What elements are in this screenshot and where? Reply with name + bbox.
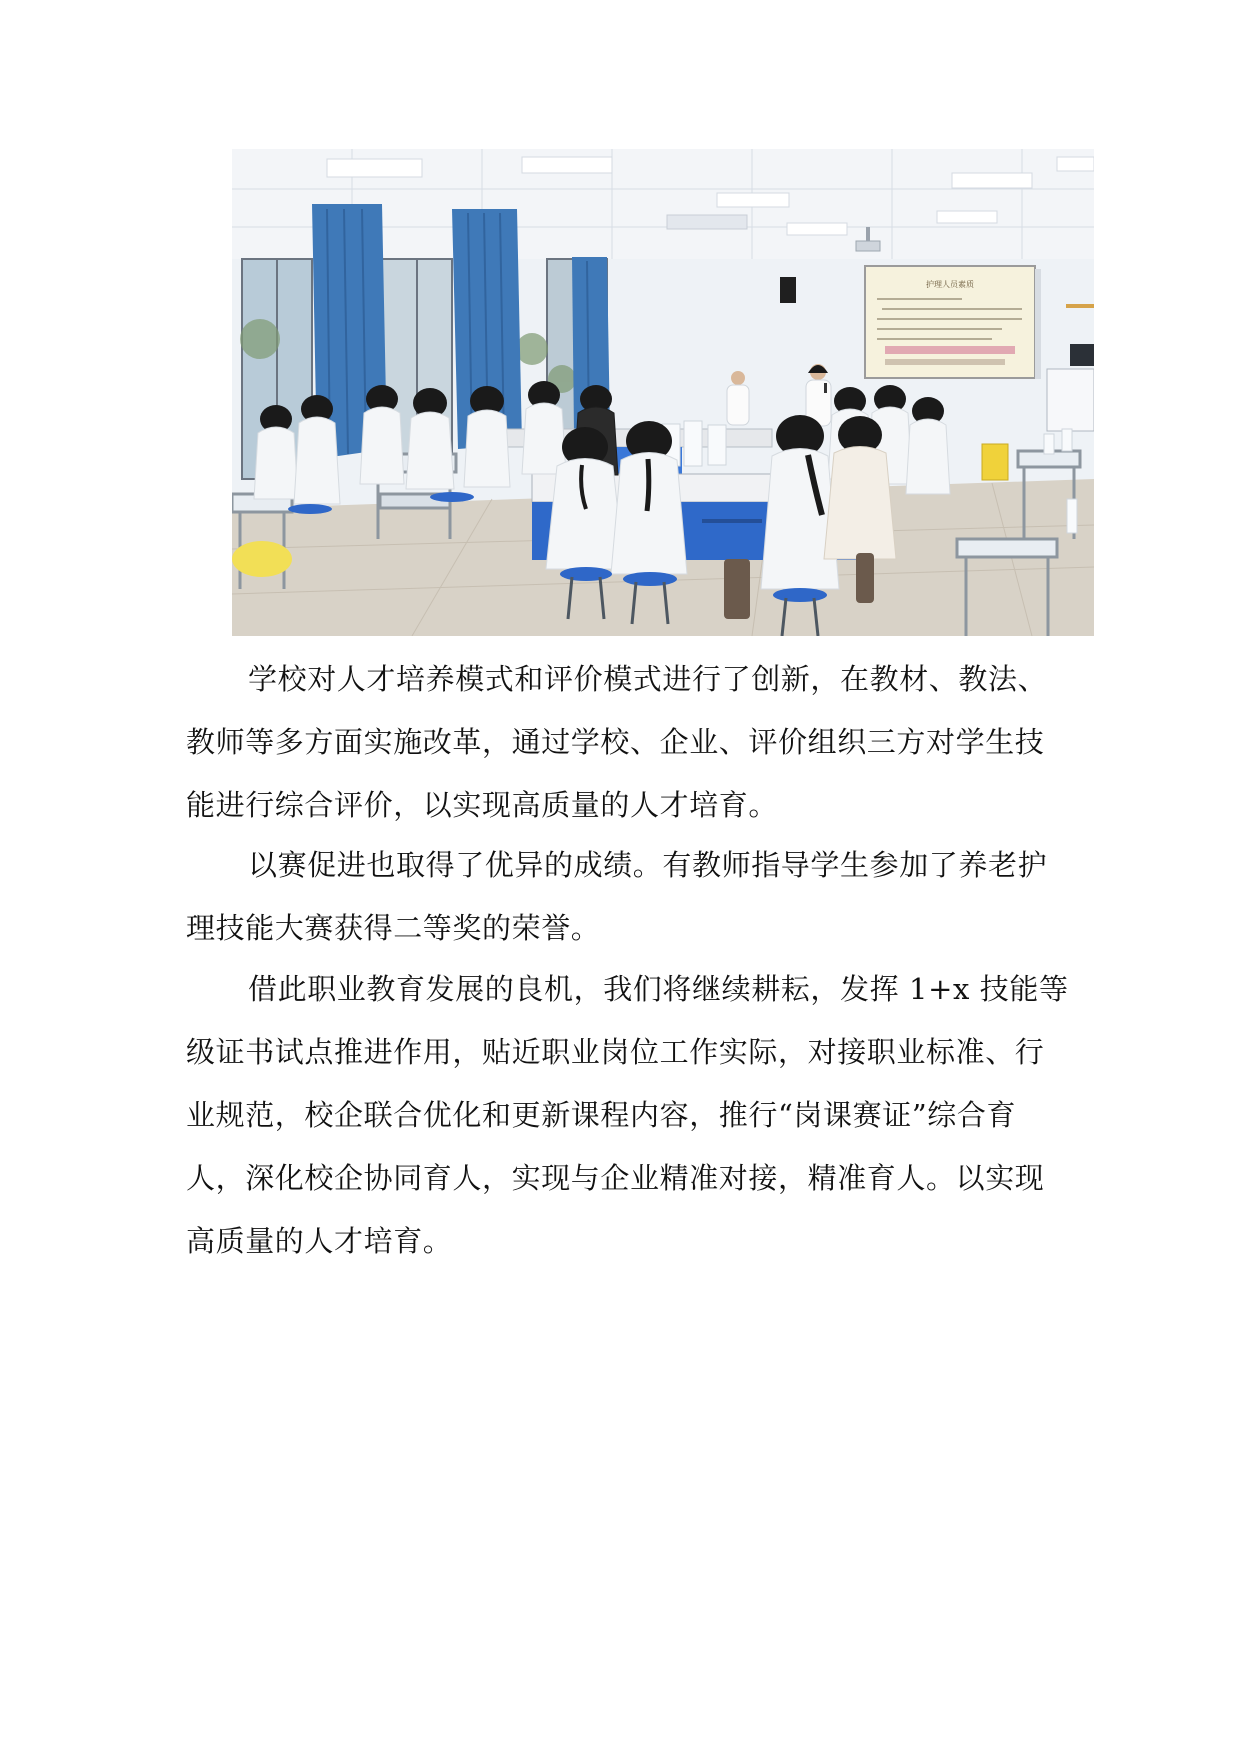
classroom-photo-illustration <box>232 149 1094 636</box>
paragraph-3-line-5: 高质量的人才培育。 <box>186 1224 453 1258</box>
paragraph-3-line-3: 业规范，校企联合优化和更新课程内容，推行“岗课赛证”综合育 <box>186 1098 1017 1132</box>
paragraph-3-line-1: 借此职业教育发展的良机，我们将继续耕耘，发挥 1+x 技能等 <box>248 972 1069 1006</box>
paragraph-1-line-1: 学校对人才培养模式和评价模式进行了创新，在教材、教法、 <box>248 662 1048 696</box>
paragraph-2 <box>186 834 1054 960</box>
paragraph-3 <box>186 958 1069 1273</box>
paragraph-2-line-2: 理技能大赛获得二等奖的荣誉。 <box>186 911 601 945</box>
paragraph-2-line-1: 以赛促进也取得了优异的成绩。有教师指导学生参加了养老护 <box>248 848 1048 882</box>
paragraph-3-line-2: 级证书试点推进作用，贴近职业岗位工作实际，对接职业标准、行 <box>186 1035 1045 1069</box>
paragraph-1 <box>186 648 1054 837</box>
paragraph-1-line-2: 教师等多方面实施改革，通过学校、企业、评价组织三方对学生技 <box>186 725 1045 759</box>
screen-title: 护理人员素质 <box>926 280 974 289</box>
classroom-photo <box>232 149 1094 636</box>
paragraph-3-line-4: 人，深化校企协同育人，实现与企业精准对接，精准育人。以实现 <box>186 1161 1045 1195</box>
paragraph-1-line-3: 能进行综合评价，以实现高质量的人才培育。 <box>186 788 779 822</box>
